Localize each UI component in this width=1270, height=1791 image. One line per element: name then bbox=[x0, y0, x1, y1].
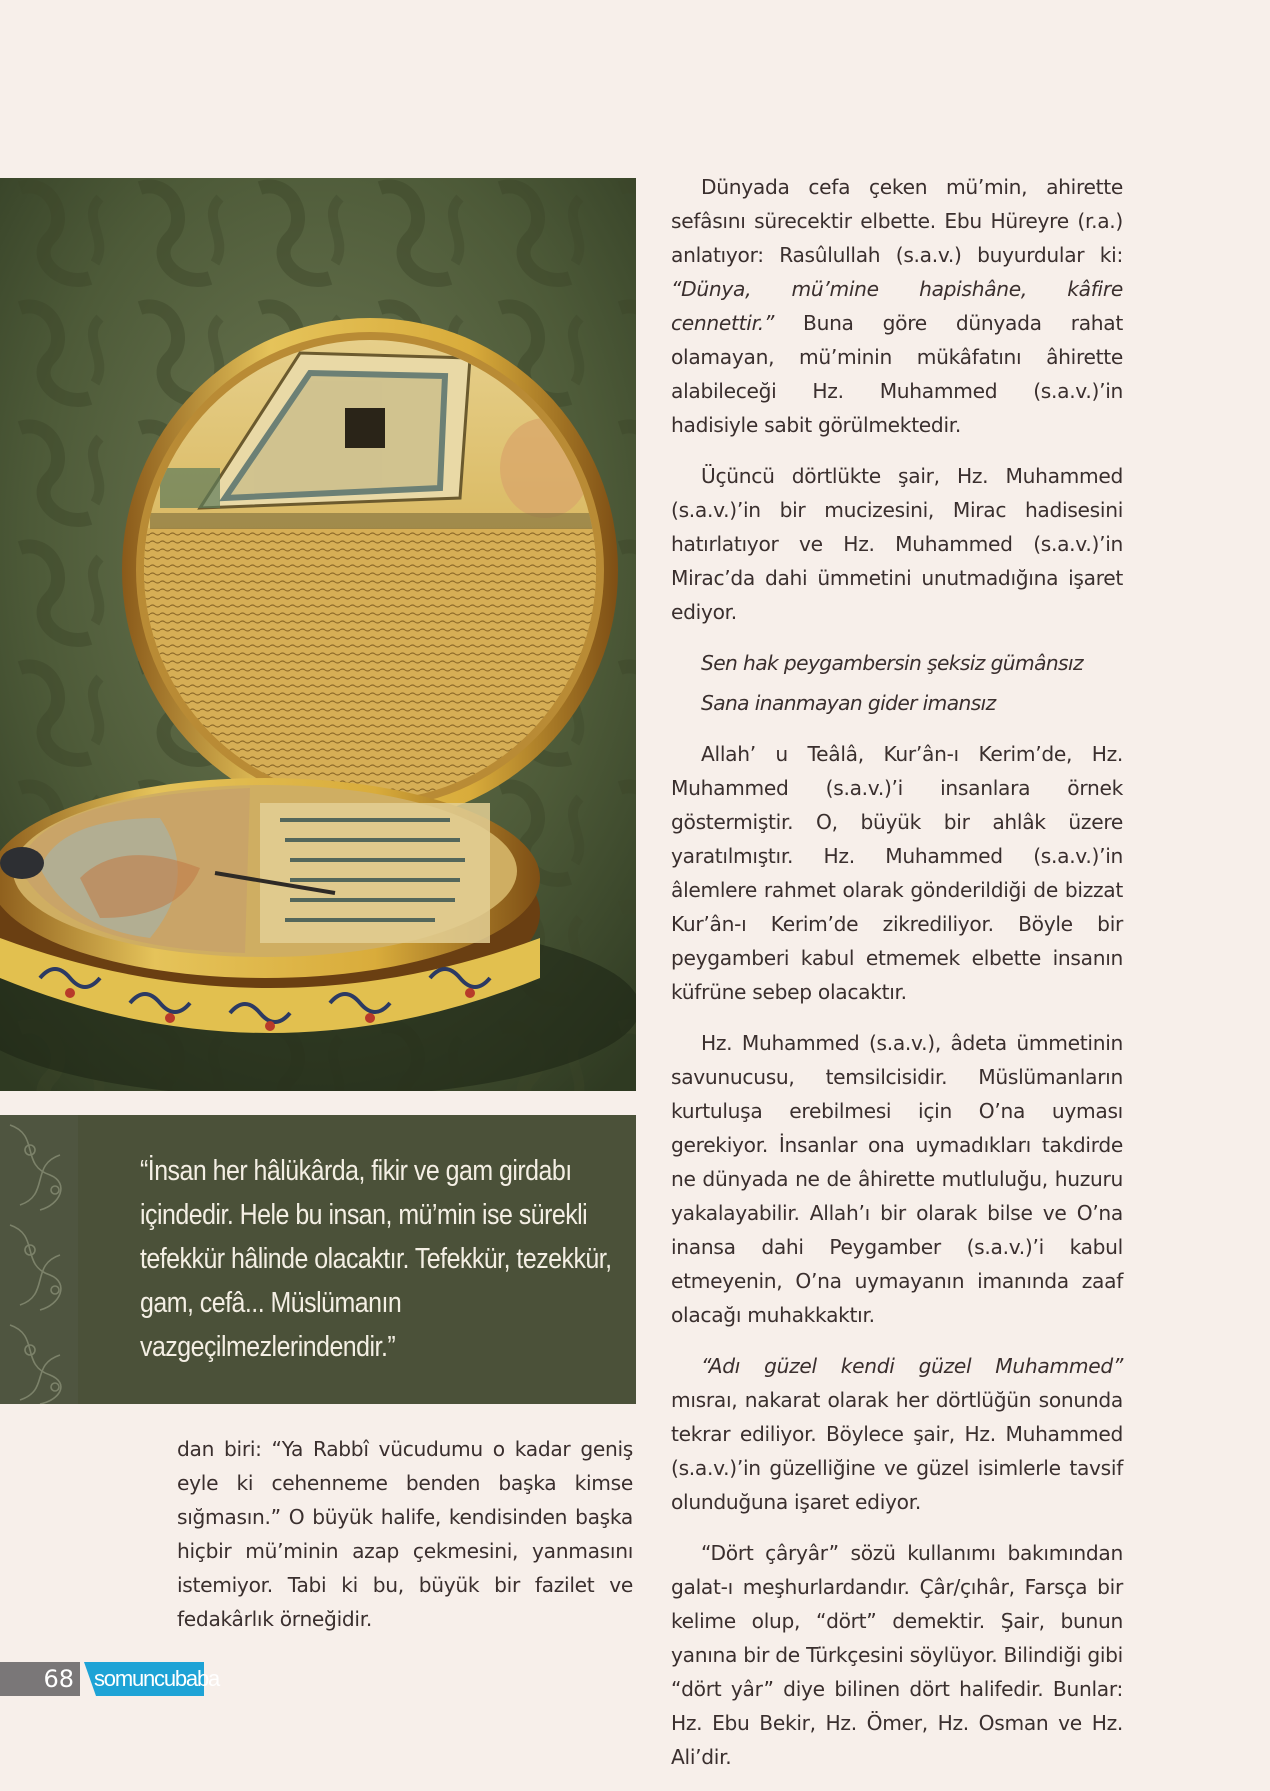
ornate-gilded-box-photo bbox=[0, 178, 636, 1091]
paragraph-5: “Adı güzel kendi güzel Muhammed” mısraı, nakarat olarak her dörtlüğün sonunda tekrar ediliyor. Böylece şair, Hz. Muhammed (s.a.v.)’in güzelliğine ve güzel isimlerle tavsif olunduğuna işaret ediyor. bbox=[671, 1354, 1123, 1514]
verse-line-2: Sana inanmayan gider imansız bbox=[701, 691, 996, 715]
paragraph-1: Dünyada cefa çeken mü’min, ahirette sefâsını sürecektir elbette. Ebu Hüreyre (r.a.) anlatıyor: Rasûlullah (s.a.v.) buyurdular ki: “Dünya, mü’mine hapishâne, kâfire cennettir.” Buna göre dünyada rahat olamayan, mü’minin mükâfatını âhirette alabileceği Hz. Muhammed (s.a.v.)’in hadisiyle sabit görülmektedir. bbox=[671, 175, 1123, 437]
pull-quote-text: “İnsan her hâlükârda, fikir ve gam girdabı içindedir. Hele bu insan, mü’min ise sürekli tefekkür hâlinde olacaktır. Tefekkür, tezekkür, gam, cefâ... Müslümanın vazgeçilmezlerindendir.” bbox=[140, 1155, 612, 1363]
floral-arabesque-pattern bbox=[0, 1115, 78, 1404]
refrain-quote: “Adı güzel kendi güzel Muhammed” bbox=[701, 1354, 1123, 1378]
paragraph-4: Hz. Muhammed (s.a.v.), âdeta ümmetinin savunucusu, temsilcisidir. Müslümanların kurtuluşa erebilmesi için O’na uyması gerekiyor. İnsanlar ona uymadıkları takdirde ne dünyada ne de âhirette mutluluğu, huzuru yakalayabilir. Allah’ı bir olarak bilse ve O’na inansa dahi Peygamber (s.a.v.)’i kabul etmeyenin, O’na uymayanın imanında zaaf olacağı muhakkaktır. bbox=[671, 1031, 1123, 1327]
left-paragraph: dan biri: “Ya Rabbî vücudumu o kadar geniş eyle ki cehenneme benden başka kimse sığmasın.” O büyük halife, kendisinden başka hiçbir mü’minin azap çekmesini, yanmasını istemiyor. Tabi ki bu, büyük bir fazilet ve fedakârlık örneğidir. bbox=[177, 1437, 633, 1631]
hadith-quote: “Dünya, mü’mine hapishâne, kâfire cennettir.” bbox=[671, 277, 1123, 335]
article-left-column bbox=[177, 1432, 633, 1636]
brand-label bbox=[84, 1662, 220, 1696]
paragraph-6: “Dört çâryâr” sözü kullanımı bakımından galat-ı meşhurlardandır. Çâr/çıhâr, Farsça bir kelime olup, “dört” demektir. Şair, bunun yanına bir de Türkçesini söylüyor. Bilindiği gibi “dört yâr” diye bilinen dört halifedir. Bunlar: Hz. Ebu Bekir, Hz. Ömer, Hz. Osman ve Hz. Ali’dir. bbox=[671, 1541, 1123, 1769]
paragraph-3: Allah’ u Teâlâ, Kur’ân-ı Kerim’de, Hz. Muhammed (s.a.v.)’i insanlara örnek göstermiştir. O, büyük bir ahlâk üzere yaratılmıştır. Hz. Muhammed (s.a.v.)’in âlemlere rahmet olarak gönderildiği de bizzat Kur’ân-ı Kerim’de zikrediliyor. Böyle bir peygamberi kabul etmemek elbette insanın küfrüne sebep olacaktır. bbox=[671, 742, 1123, 1004]
page-number: 68 bbox=[0, 1662, 80, 1696]
brand-text: somuncubaba bbox=[94, 1666, 220, 1691]
article-right-column bbox=[671, 170, 1123, 1791]
paragraph-2: Üçüncü dörtlükte şair, Hz. Muhammed (s.a.v.)’in bir mucizesini, Mirac hadisesini hatırlatıyor ve Hz. Muhammed (s.a.v.)’in Mirac’da dahi ümmetini unutmadığına işaret ediyor. bbox=[671, 464, 1123, 624]
verse-line-1: Sen hak peygambersin şeksiz gümânsız bbox=[701, 651, 1083, 675]
pull-quote-box bbox=[0, 1115, 636, 1404]
